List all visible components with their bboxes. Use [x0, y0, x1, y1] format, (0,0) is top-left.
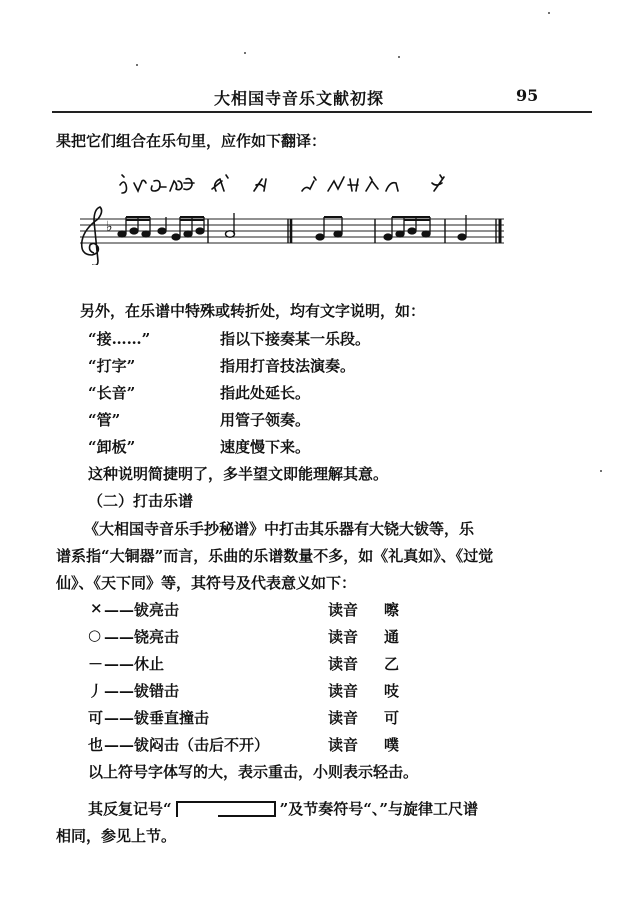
symbol-ke-reading-label: 读音	[328, 709, 359, 727]
symbol-ye: 也	[88, 736, 104, 754]
symbol-ye-meaning: ——钹闷击（击后不开）	[104, 736, 270, 754]
paragraph-line-1: 《大相国寺音乐手抄秘谱》中打击其乐器有大铙大钹等，乐	[84, 520, 475, 538]
repeat-line-2: 相同，参见上节。	[56, 827, 177, 845]
symbol-dash: －	[88, 655, 104, 673]
intro-line: 果把它们组合在乐句里，应作如下翻译：	[56, 132, 327, 150]
running-header-title: 大相国寺音乐文献初探	[214, 89, 385, 108]
term-4: “管”	[88, 411, 121, 429]
term-3: “长音”	[88, 384, 136, 402]
symbol-circle: ○	[88, 626, 102, 644]
symbol-ke: 可	[88, 709, 104, 727]
symbol-dash-reading: 乙	[384, 655, 400, 673]
symbol-dash-reading-label: 读音	[328, 655, 359, 673]
paragraph-line-2: 谱系指“大铜器”而言，乐曲的乐谱数量不多，如《礼真如》、《过觉	[56, 547, 494, 565]
symbol-cross-meaning: ——钹亮击	[104, 601, 180, 619]
term-4-meaning: 用管子领奏。	[220, 411, 311, 429]
scan-speck	[600, 470, 602, 472]
repeat-line-1	[88, 798, 478, 819]
term-3-meaning: 指此处延长。	[220, 384, 311, 402]
term-1-meaning: 指以下接奏某一乐段。	[220, 330, 371, 348]
symbol-circle-meaning: ——铙亮击	[104, 628, 180, 646]
symbol-slash-meaning: ——钹错击	[104, 682, 180, 700]
summary-line: 这种说明简捷明了，多半望文即能理解其意。	[88, 465, 389, 483]
symbol-cross: ×	[90, 599, 103, 617]
symbol-cross-reading-label: 读音	[328, 601, 359, 619]
notation-figure	[70, 165, 520, 265]
symbol-dash-meaning: ——休止	[104, 655, 165, 673]
symbol-ye-reading: 噗	[384, 736, 400, 754]
scan-speck	[398, 56, 400, 58]
section-heading: （二）打击乐谱	[88, 492, 194, 510]
term-1: “接……”	[88, 330, 151, 348]
term-5-meaning: 速度慢下来。	[220, 438, 311, 456]
notation-alt: 乐谱翻译示例	[70, 165, 76, 166]
gongche-symbols	[120, 175, 444, 193]
scan-speck	[244, 52, 246, 54]
term-5: “卸板”	[88, 438, 136, 456]
para-text-notes: 另外，在乐谱中特殊或转折处，均有文字说明，如：	[80, 302, 426, 320]
flat-sign: ♭	[106, 219, 113, 235]
symbol-ke-reading: 可	[384, 709, 400, 727]
symbol-ye-reading-label: 读音	[328, 736, 359, 754]
emphasis-note: 以上符号字体写的大，表示重击，小则表示轻击。	[88, 763, 419, 781]
page-number: 95	[516, 86, 539, 105]
symbol-circle-reading: 通	[384, 628, 400, 646]
term-2-meaning: 指用打音技法演奏。	[220, 357, 356, 375]
scan-speck	[548, 12, 550, 14]
repeat-sign-icon	[176, 801, 276, 817]
header-rule	[52, 111, 592, 113]
symbol-slash-reading-label: 读音	[328, 682, 359, 700]
repeat-line-1-prefix: 其反复记号“	[88, 800, 172, 818]
symbol-slash: 丿	[88, 682, 104, 700]
term-2: “打字”	[88, 357, 136, 375]
scan-speck	[136, 64, 138, 66]
symbol-ke-meaning: ——钹垂直撞击	[104, 709, 210, 727]
repeat-line-1-suffix: ”及节奏符号“、”与旋律工尺谱	[279, 800, 479, 818]
symbol-circle-reading-label: 读音	[328, 628, 359, 646]
paragraph-line-3: 仙》、《天下同》等，其符号及代表意义如下：	[56, 574, 357, 592]
symbol-cross-reading: 嚓	[384, 601, 400, 619]
symbol-slash-reading: 吱	[384, 682, 400, 700]
treble-clef	[82, 207, 102, 265]
